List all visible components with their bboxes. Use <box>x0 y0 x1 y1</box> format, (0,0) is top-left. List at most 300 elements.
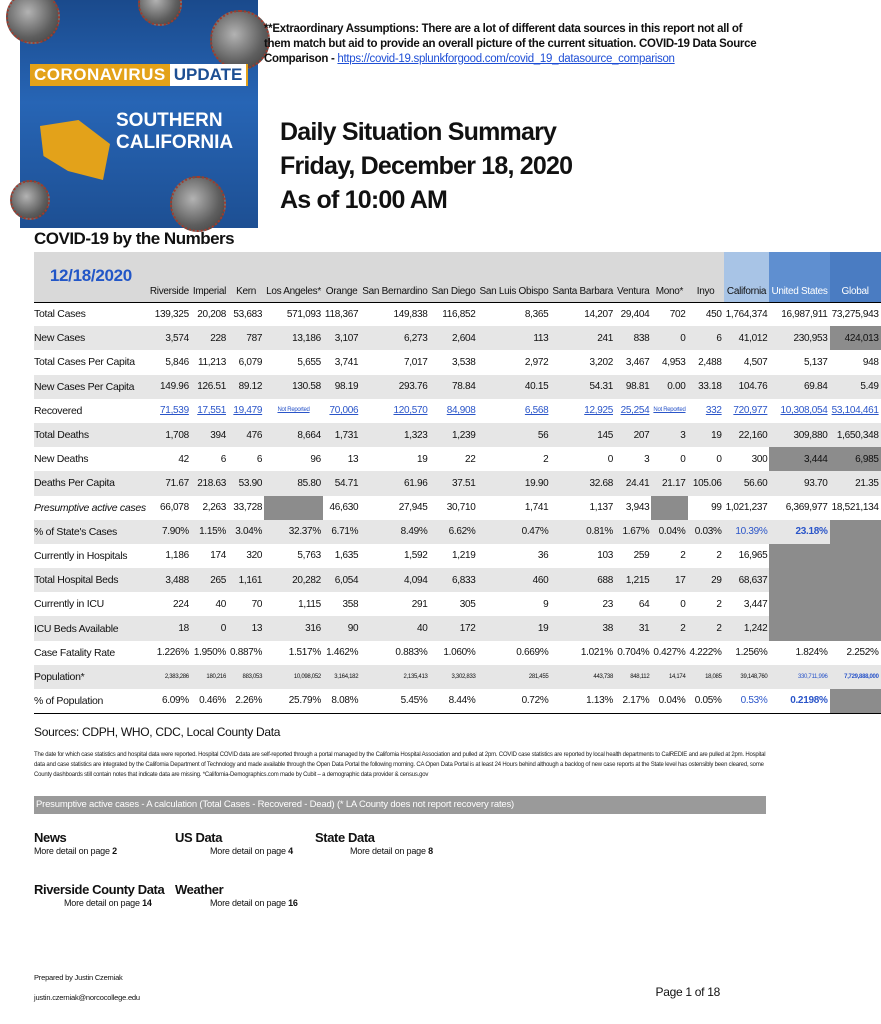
table-cell: 41,012 <box>724 326 770 350</box>
table-cell: 14,174 <box>651 665 687 689</box>
table-cell: 228 <box>191 326 228 350</box>
table-cell: 16,965 <box>724 544 770 568</box>
section-riverside-title: Riverside County Data <box>34 882 165 897</box>
table-cell: 19 <box>360 447 429 471</box>
section-news[interactable] <box>34 830 117 856</box>
table-cell: 2 <box>688 616 724 640</box>
table-cell: 40 <box>360 616 429 640</box>
table-cell: 6,054 <box>323 568 360 592</box>
table-cell: 8.08% <box>323 689 360 713</box>
table-cell: 172 <box>430 616 478 640</box>
section-weather-detail: More detail on page 16 <box>210 898 298 908</box>
table-cell: 78.84 <box>430 375 478 399</box>
table-cell: 61.96 <box>360 471 429 495</box>
assumptions-text: **Extraordinary Assumptions: There are a lot of different data sources in this report not all of them match but aid to provide an overall picture of the current situation. COVID-19 Data Source Comparison - <box>264 23 757 65</box>
table-cell: 0.46% <box>191 689 228 713</box>
row-label: New Cases Per Capita <box>34 375 148 399</box>
table-cell <box>830 568 881 592</box>
table-cell: 3,943 <box>615 496 651 520</box>
column-header: Santa Barbara <box>550 252 615 302</box>
table-cell: 2 <box>651 616 687 640</box>
table-cell: 1.021% <box>550 641 615 665</box>
table-cell: 1,115 <box>264 592 323 616</box>
table-cell: 32.68 <box>550 471 615 495</box>
table-cell: 5.49 <box>830 375 881 399</box>
table-cell: 316 <box>264 616 323 640</box>
column-header: Mono* <box>651 252 687 302</box>
numbers-heading: COVID-19 by the Numbers <box>34 229 235 248</box>
table-cell: 394 <box>191 423 228 447</box>
prepared-by-email[interactable]: justin.czerniak@norcocollege.edu <box>34 993 140 1002</box>
table-cell: 265 <box>191 568 228 592</box>
column-header: Kern <box>228 252 264 302</box>
table-row <box>34 568 881 592</box>
table-cell: 6,985 <box>830 447 881 471</box>
table-cell: 180,216 <box>191 665 228 689</box>
table-cell: 33,728 <box>228 496 264 520</box>
table-cell: 3 <box>615 447 651 471</box>
table-cell: 450 <box>688 302 724 326</box>
table-cell: 838 <box>615 326 651 350</box>
table-cell: 0 <box>688 447 724 471</box>
table-cell: 32.37% <box>264 520 323 544</box>
table-cell <box>769 544 829 568</box>
virus-icon <box>6 0 60 44</box>
table-cell: 6,273 <box>360 326 429 350</box>
table-cell: 0.04% <box>651 689 687 713</box>
table-cell <box>769 616 829 640</box>
table-row <box>34 399 881 423</box>
logo-region-line2: CALIFORNIA <box>116 132 234 153</box>
table-cell: 5,846 <box>148 350 191 374</box>
table-cell <box>651 496 687 520</box>
table-cell: 948 <box>830 350 881 374</box>
table-cell[interactable]: 6,568 <box>478 399 551 423</box>
page-number: Page 1 of 18 <box>655 985 720 999</box>
table-cell: 0 <box>550 447 615 471</box>
row-label: Total Deaths <box>34 423 148 447</box>
table-cell: 13 <box>323 447 360 471</box>
table-cell: 21.17 <box>651 471 687 495</box>
table-cell: 71.67 <box>148 471 191 495</box>
table-cell: 0.427% <box>651 641 687 665</box>
table-cell: 320 <box>228 544 264 568</box>
table-cell: 130.58 <box>264 375 323 399</box>
table-cell: 1,161 <box>228 568 264 592</box>
table-cell: 476 <box>228 423 264 447</box>
table-cell: 6,369,977 <box>769 496 829 520</box>
presumptive-note: Presumptive active cases - A calculation (Total Cases - Recovered - Dead) (* LA County does not report recovery rates) <box>34 796 766 814</box>
table-cell: 1.824% <box>769 641 829 665</box>
section-us-data-title: US Data <box>175 830 223 845</box>
table-cell: 1,764,374 <box>724 302 770 326</box>
table-cell: 1.15% <box>191 520 228 544</box>
table-cell: 6.62% <box>430 520 478 544</box>
table-cell: 89.12 <box>228 375 264 399</box>
table-cell: 2 <box>688 592 724 616</box>
row-label: % of Population <box>34 689 148 713</box>
table-cell <box>830 520 881 544</box>
table-cell: 8.49% <box>360 520 429 544</box>
table-cell: 37.51 <box>430 471 478 495</box>
table-cell: 18,085 <box>688 665 724 689</box>
page-title <box>280 115 572 217</box>
table-cell: 1.226% <box>148 641 191 665</box>
table-cell[interactable]: 17,551 <box>191 399 228 423</box>
table-row <box>34 665 881 689</box>
table-cell: 330,711,996 <box>769 665 829 689</box>
table-cell: 0 <box>651 592 687 616</box>
table-cell: 0.00 <box>651 375 687 399</box>
table-cell[interactable]: 12,925 <box>550 399 615 423</box>
table-row <box>34 616 881 640</box>
table-cell[interactable]: 84,908 <box>430 399 478 423</box>
table-cell: 2 <box>651 544 687 568</box>
table-cell <box>264 496 323 520</box>
table-cell[interactable]: 332 <box>688 399 724 423</box>
table-cell: 1,021,237 <box>724 496 770 520</box>
table-cell <box>830 689 881 713</box>
table-cell: 241 <box>550 326 615 350</box>
table-cell: 1.67% <box>615 520 651 544</box>
table-cell: 118,367 <box>323 302 360 326</box>
table-cell: 3,107 <box>323 326 360 350</box>
table-cell: 54.31 <box>550 375 615 399</box>
table-cell[interactable]: Not Reported <box>651 399 687 423</box>
table-cell: 17 <box>651 568 687 592</box>
table-cell: 29,404 <box>615 302 651 326</box>
coronavirus-update-logo <box>20 0 258 228</box>
table-cell <box>830 616 881 640</box>
table-cell: 99 <box>688 496 724 520</box>
table-cell: 1.13% <box>550 689 615 713</box>
table-row <box>34 641 881 665</box>
table-cell: 1,731 <box>323 423 360 447</box>
table-row <box>34 592 881 616</box>
table-cell: 116,852 <box>430 302 478 326</box>
table-cell: 53.90 <box>228 471 264 495</box>
table-cell: 224 <box>148 592 191 616</box>
table-cell: 2.26% <box>228 689 264 713</box>
title-line2: Friday, December 18, 2020 <box>280 152 573 180</box>
table-cell: 70 <box>228 592 264 616</box>
table-cell: 2,263 <box>191 496 228 520</box>
table-cell: 25.79% <box>264 689 323 713</box>
table-cell: 460 <box>478 568 551 592</box>
row-label: Population* <box>34 665 148 689</box>
table-cell[interactable]: 71,539 <box>148 399 191 423</box>
table-cell: 53,683 <box>228 302 264 326</box>
table-cell: 40.15 <box>478 375 551 399</box>
table-cell: 4,953 <box>651 350 687 374</box>
table-cell: 149.96 <box>148 375 191 399</box>
table-cell: 1,708 <box>148 423 191 447</box>
table-cell: 230,953 <box>769 326 829 350</box>
table-cell[interactable]: 720,977 <box>724 399 770 423</box>
row-label: Total Cases <box>34 302 148 326</box>
table-cell <box>830 544 881 568</box>
table-cell: 259 <box>615 544 651 568</box>
table-header-row <box>34 252 881 302</box>
table-cell: 7,017 <box>360 350 429 374</box>
table-cell: 19 <box>478 616 551 640</box>
table-cell: 16,987,911 <box>769 302 829 326</box>
table-cell: 0.704% <box>615 641 651 665</box>
column-header: San Bernardino <box>360 252 429 302</box>
table-row <box>34 520 881 544</box>
table-cell: 300 <box>724 447 770 471</box>
table-body <box>34 302 881 713</box>
table-cell: 688 <box>550 568 615 592</box>
title-line3: As of 10:00 AM <box>280 186 448 214</box>
logo-word-coronavirus: CORONAVIRUS <box>30 65 170 85</box>
row-label: Total Hospital Beds <box>34 568 148 592</box>
table-cell: 33.18 <box>688 375 724 399</box>
table-cell: 305 <box>430 592 478 616</box>
table-cell: 2,972 <box>478 350 551 374</box>
table-cell: 8,664 <box>264 423 323 447</box>
table-cell: 1,215 <box>615 568 651 592</box>
table-cell: 4.222% <box>688 641 724 665</box>
column-header: Imperial <box>191 252 228 302</box>
table-cell: 6 <box>191 447 228 471</box>
title-line1: Daily Situation Summary <box>280 118 557 146</box>
table-cell: 207 <box>615 423 651 447</box>
table-row <box>34 689 881 713</box>
table-cell: 145 <box>550 423 615 447</box>
table-cell: 96 <box>264 447 323 471</box>
table-cell[interactable]: Not Reported <box>264 399 323 423</box>
table-row <box>34 496 881 520</box>
table-cell: 358 <box>323 592 360 616</box>
virus-icon <box>170 176 226 232</box>
virus-icon <box>210 10 270 70</box>
table-cell: 2.252% <box>830 641 881 665</box>
table-cell: 13 <box>228 616 264 640</box>
table-cell: 18,521,134 <box>830 496 881 520</box>
table-cell: 883,053 <box>228 665 264 689</box>
table-cell: 105.06 <box>688 471 724 495</box>
table-cell: 98.81 <box>615 375 651 399</box>
logo-region <box>116 110 233 154</box>
table-cell: 3,488 <box>148 568 191 592</box>
table-row <box>34 326 881 350</box>
column-header: San Luis Obispo <box>478 252 551 302</box>
column-header: Riverside <box>148 252 191 302</box>
row-label: Recovered <box>34 399 148 423</box>
table-row <box>34 350 881 374</box>
table-cell: 42 <box>148 447 191 471</box>
table-cell: 149,838 <box>360 302 429 326</box>
table-cell: 5,137 <box>769 350 829 374</box>
datasource-comparison-link[interactable]: https://covid-19.splunkforgood.com/covid_19_datasource_comparison <box>337 53 675 65</box>
table-cell: 9 <box>478 592 551 616</box>
table-cell: 0.53% <box>724 689 770 713</box>
table-cell: 139,325 <box>148 302 191 326</box>
table-cell: 2 <box>688 544 724 568</box>
table-cell: 3,302,833 <box>430 665 478 689</box>
table-cell: 571,093 <box>264 302 323 326</box>
table-cell: 218.63 <box>191 471 228 495</box>
table-cell: 30,710 <box>430 496 478 520</box>
table-cell: 0 <box>651 447 687 471</box>
section-riverside[interactable] <box>34 882 164 908</box>
column-header: Ventura <box>615 252 651 302</box>
table-cell: 54.71 <box>323 471 360 495</box>
table-cell: 1,186 <box>148 544 191 568</box>
table-cell: 281,455 <box>478 665 551 689</box>
row-label: Currently in Hospitals <box>34 544 148 568</box>
table-cell: 69.84 <box>769 375 829 399</box>
table-cell: 38 <box>550 616 615 640</box>
table-cell[interactable]: 70,006 <box>323 399 360 423</box>
table-cell <box>830 592 881 616</box>
table-cell: 0.05% <box>688 689 724 713</box>
table-cell: 20,208 <box>191 302 228 326</box>
virus-icon <box>138 0 182 26</box>
table-cell: 2,135,413 <box>360 665 429 689</box>
table-row <box>34 544 881 568</box>
table-cell: 3 <box>651 423 687 447</box>
table-cell: 424,013 <box>830 326 881 350</box>
section-us-data[interactable] <box>175 830 293 856</box>
table-cell: 6,833 <box>430 568 478 592</box>
logo-word-update: UPDATE <box>170 64 247 86</box>
table-cell: 11,213 <box>191 350 228 374</box>
table-cell: 6.09% <box>148 689 191 713</box>
table-cell: 20,282 <box>264 568 323 592</box>
table-cell: 4,507 <box>724 350 770 374</box>
table-cell[interactable]: 19,479 <box>228 399 264 423</box>
table-cell: 1,741 <box>478 496 551 520</box>
table-cell: 3,574 <box>148 326 191 350</box>
table-cell: 1,650,348 <box>830 423 881 447</box>
virus-icon <box>10 180 50 220</box>
row-label: Currently in ICU <box>34 592 148 616</box>
table-cell: 66,078 <box>148 496 191 520</box>
table-cell: 309,880 <box>769 423 829 447</box>
table-cell: 73,275,943 <box>830 302 881 326</box>
table-cell: 29 <box>688 568 724 592</box>
table-cell: 56 <box>478 423 551 447</box>
table-cell: 22,160 <box>724 423 770 447</box>
table-cell: 3,741 <box>323 350 360 374</box>
logo-region-line1: SOUTHERN <box>116 110 223 131</box>
table-cell: 21.35 <box>830 471 881 495</box>
table-cell: 98.19 <box>323 375 360 399</box>
table-cell: 8,365 <box>478 302 551 326</box>
table-cell: 3,202 <box>550 350 615 374</box>
table-cell: 1.256% <box>724 641 770 665</box>
row-label: Total Cases Per Capita <box>34 350 148 374</box>
table-cell: 1,137 <box>550 496 615 520</box>
table-row <box>34 423 881 447</box>
table-cell: 31 <box>615 616 651 640</box>
table-cell: 0.72% <box>478 689 551 713</box>
table-cell: 40 <box>191 592 228 616</box>
table-cell: 93.70 <box>769 471 829 495</box>
table-cell: 1,323 <box>360 423 429 447</box>
table-cell: 5,655 <box>264 350 323 374</box>
prepared-by <box>34 968 140 1008</box>
table-cell: 6,079 <box>228 350 264 374</box>
table-cell[interactable]: 10,308,054 <box>769 399 829 423</box>
table-cell: 104.76 <box>724 375 770 399</box>
table-cell: 18 <box>148 616 191 640</box>
table-cell: 68,637 <box>724 568 770 592</box>
sources: Sources: CDPH, WHO, CDC, Local County Data <box>34 725 281 739</box>
column-header: California <box>724 252 770 302</box>
table-cell: 848,112 <box>615 665 651 689</box>
table-cell: 702 <box>651 302 687 326</box>
table-cell: 6 <box>228 447 264 471</box>
table-cell: 126.51 <box>191 375 228 399</box>
row-label: Presumptive active cases <box>34 496 148 520</box>
table-cell: 4,094 <box>360 568 429 592</box>
table-cell: 85.80 <box>264 471 323 495</box>
california-map-icon <box>40 120 110 180</box>
table-cell: 1.517% <box>264 641 323 665</box>
prepared-by-name: Prepared by Justin Czemiak <box>34 973 123 982</box>
section-weather-title: Weather <box>175 882 224 897</box>
table-cell: 1.462% <box>323 641 360 665</box>
table-cell: 0 <box>191 616 228 640</box>
table-cell: 3,538 <box>430 350 478 374</box>
table-cell: 291 <box>360 592 429 616</box>
table-cell[interactable]: 25,254 <box>615 399 651 423</box>
table-cell: 10.39% <box>724 520 770 544</box>
table-cell: 113 <box>478 326 551 350</box>
section-news-detail: More detail on page 2 <box>34 846 117 856</box>
column-header: Inyo <box>688 252 724 302</box>
logo-banner <box>30 64 248 86</box>
table-cell: 3,467 <box>615 350 651 374</box>
section-us-data-detail: More detail on page 4 <box>210 846 293 856</box>
table-cell[interactable]: 53,104,461 <box>830 399 881 423</box>
table-cell: 2.17% <box>615 689 651 713</box>
section-weather[interactable] <box>175 882 298 908</box>
table-cell: 3,444 <box>769 447 829 471</box>
section-state-data[interactable] <box>315 830 433 856</box>
table-cell: 2,488 <box>688 350 724 374</box>
table-cell: 39,148,760 <box>724 665 770 689</box>
table-cell: 1,239 <box>430 423 478 447</box>
table-cell: 2 <box>478 447 551 471</box>
table-cell: 36 <box>478 544 551 568</box>
table-cell[interactable]: 120,570 <box>360 399 429 423</box>
table-cell: 6 <box>688 326 724 350</box>
table-cell: 22 <box>430 447 478 471</box>
section-news-title: News <box>34 830 67 845</box>
table-cell: 3,164,182 <box>323 665 360 689</box>
table-cell: 1.950% <box>191 641 228 665</box>
table-cell: 0.04% <box>651 520 687 544</box>
table-cell: 19.90 <box>478 471 551 495</box>
table-cell: 2,383,286 <box>148 665 191 689</box>
table-cell: 0.81% <box>550 520 615 544</box>
table-cell: 64 <box>615 592 651 616</box>
table-cell: 6.71% <box>323 520 360 544</box>
table-row <box>34 375 881 399</box>
table-cell: 1,242 <box>724 616 770 640</box>
column-header: Orange <box>323 252 360 302</box>
row-label: New Cases <box>34 326 148 350</box>
table-cell: 27,945 <box>360 496 429 520</box>
row-label: ICU Beds Available <box>34 616 148 640</box>
table-cell: 0.883% <box>360 641 429 665</box>
table-cell: 0 <box>651 326 687 350</box>
table-cell: 10,098,052 <box>264 665 323 689</box>
